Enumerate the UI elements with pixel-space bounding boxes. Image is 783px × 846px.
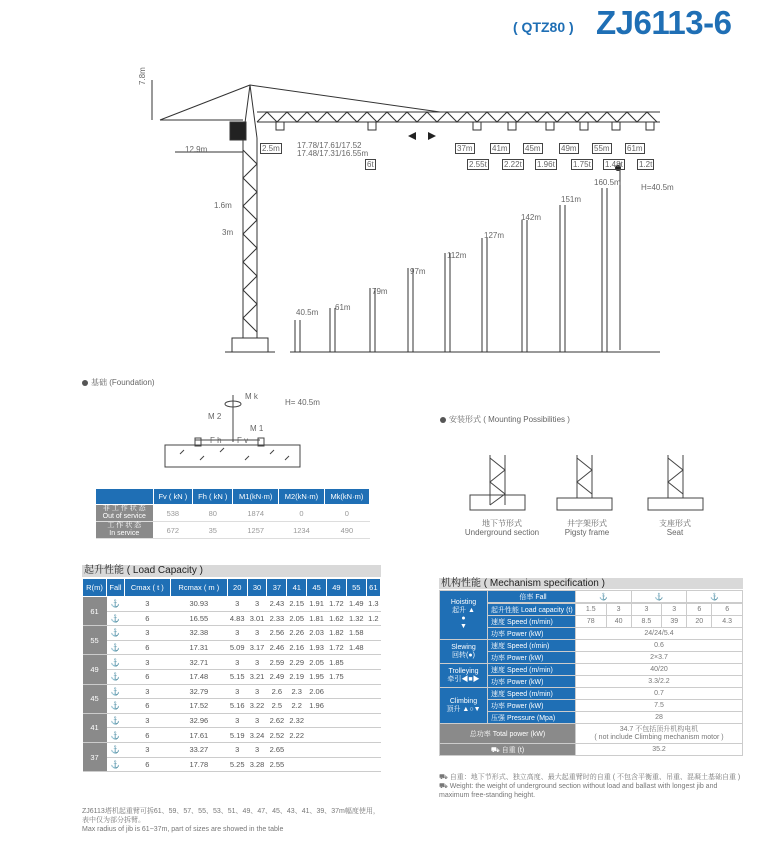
table-row [83, 597, 381, 612]
cell [366, 684, 380, 699]
cell: 17.31 [170, 640, 227, 655]
cell: 3.01 [247, 611, 267, 626]
col-header: 20 [227, 579, 247, 597]
cell: 8.5 [631, 616, 662, 628]
cell: 3 [124, 597, 170, 612]
table-row [96, 522, 370, 539]
cell: 17.78 [170, 757, 227, 772]
fall-icon: ⚓ [107, 669, 125, 684]
cell [366, 699, 380, 714]
col-header: 49 [327, 579, 347, 597]
cell: 1.3 [366, 597, 380, 612]
cell: 2.32 [287, 713, 307, 728]
cell: 32.71 [170, 655, 227, 670]
dim-width-label: 12.9m [185, 145, 208, 154]
mounting-diagrams [465, 450, 715, 515]
row-label: 工 作 状 态 In service [96, 522, 154, 539]
height-bar-label: 160.5m [594, 178, 621, 187]
col-header: 61 [366, 579, 380, 597]
weight-label: ⛟ 自重 (t) [440, 744, 576, 756]
radius-label: 49m [561, 144, 577, 153]
cell: 1.91 [307, 597, 327, 612]
cell: 2.26 [287, 626, 307, 641]
load-label: 起升性能 Load capacity (t) [488, 604, 576, 616]
radius-label [297, 142, 368, 158]
cell: 3 [247, 713, 267, 728]
cell: 17.52 [170, 699, 227, 714]
dim-section-label: 3m [222, 228, 234, 237]
cell: 2.3 [287, 684, 307, 699]
cell [366, 713, 380, 728]
fall-icon: ⚓ [107, 713, 125, 728]
cell: 32.38 [170, 626, 227, 641]
climbing-label: Climbing 顶升 ▲○▼ [440, 688, 488, 724]
cell: 3.22 [247, 699, 267, 714]
cell: 5.15 [227, 669, 247, 684]
cell [346, 757, 366, 772]
fall-icon: ⚓ [107, 757, 125, 772]
cell: 2.5 [267, 699, 287, 714]
cell [366, 669, 380, 684]
dim-span-label: 1.6m [214, 201, 232, 210]
cell: 5.19 [227, 728, 247, 743]
cell: 3 [124, 684, 170, 699]
cell: 3 [247, 655, 267, 670]
cell: 0 [279, 505, 325, 522]
load-6t-label: 6t [367, 160, 374, 169]
row-label: 非 工 作 状 态 Out of service [96, 505, 154, 522]
table-row [83, 713, 381, 728]
height-bar-label: 151m [561, 195, 582, 204]
mount-pigsty: 井字架形式 Pigsty frame [564, 519, 610, 537]
fall-icon: ⚓ [107, 626, 125, 641]
cell [327, 713, 347, 728]
weight-value: 35.2 [576, 744, 743, 756]
cell: 2.2 [287, 699, 307, 714]
cell: 2.22 [287, 728, 307, 743]
cell: 6 [124, 699, 170, 714]
cell: 3 [247, 597, 267, 612]
fall-icon: ⚓ [107, 728, 125, 743]
hoisting-label: Hoisting 起升 ▲ ● ▼ [440, 591, 488, 640]
cell: 6 [712, 604, 743, 616]
cell: 2×3.7 [576, 652, 743, 664]
cell: 1.72 [327, 640, 347, 655]
cell [287, 757, 307, 772]
crane-diagram [140, 60, 660, 365]
mechanism-title: 机构性能 ( Mechanism specification ) [439, 578, 743, 589]
cell: 5.09 [227, 640, 247, 655]
fall-6-icon: ⚓ [687, 591, 743, 603]
radius-cell: 41 [83, 713, 107, 742]
cell [327, 684, 347, 699]
cell: 2.43 [267, 597, 287, 612]
fall-icon: ⚓ [107, 655, 125, 670]
cell: 20 [687, 616, 712, 628]
cell: 0 [324, 505, 369, 522]
col-header: 55 [346, 579, 366, 597]
cell: 1.72 [327, 597, 347, 612]
cell [307, 742, 327, 757]
cell: 3 [124, 742, 170, 757]
cell: 3 [124, 713, 170, 728]
mounting-label [440, 414, 570, 425]
h-label: H= 40.5m [285, 398, 320, 407]
cell [366, 757, 380, 772]
cell: 32.79 [170, 684, 227, 699]
cell: 6 [124, 669, 170, 684]
radius-label: 45m [525, 144, 541, 153]
table-row [83, 742, 381, 757]
cell [346, 684, 366, 699]
height-bar-label: 79m [372, 287, 388, 296]
radius-label: 37m [457, 144, 473, 153]
fall-icon: ⚓ [107, 640, 125, 655]
load-capacity-title: 起升性能 ( Load Capacity ) [82, 565, 381, 577]
foundation-label-text: 基础 (Foundation) [91, 378, 155, 387]
cell: 538 [153, 505, 193, 522]
height-bar-label: 40.5m [296, 308, 319, 317]
cell: 40/20 [576, 664, 743, 676]
cell: 3.28 [247, 757, 267, 772]
table-row [83, 757, 381, 772]
cell: 2.16 [287, 640, 307, 655]
cell [307, 728, 327, 743]
cell: 78 [576, 616, 607, 628]
cell: 3 [227, 597, 247, 612]
cell: 1.96 [307, 699, 327, 714]
cell: 33.27 [170, 742, 227, 757]
cell: 2.55 [267, 757, 287, 772]
cell [307, 713, 327, 728]
load-capacity-table [82, 578, 381, 772]
cell [346, 728, 366, 743]
table-row [83, 669, 381, 684]
foundation-label [82, 377, 155, 388]
mechanism-table [439, 590, 743, 756]
cell [366, 728, 380, 743]
cell [366, 626, 380, 641]
mechanism-note [439, 773, 743, 800]
cell: 672 [153, 522, 193, 539]
table-row [96, 505, 370, 522]
cell: 2.52 [267, 728, 287, 743]
cell: 7.5 [576, 700, 743, 712]
pressure-label: 压强 Pressure (Mpa) [488, 712, 576, 724]
cell: 3 [227, 655, 247, 670]
col-header: 30 [247, 579, 267, 597]
fv-label: F v [237, 436, 249, 445]
cell: 1234 [279, 522, 325, 539]
col-header: Rcmax ( m ) [170, 579, 227, 597]
cell: 3.24 [247, 728, 267, 743]
cell: 6 [124, 640, 170, 655]
table-row [83, 655, 381, 670]
fh-label: F h [210, 436, 222, 445]
cell [366, 742, 380, 757]
cell: 1.49 [346, 597, 366, 612]
cell [327, 742, 347, 757]
cell: 2.6 [267, 684, 287, 699]
height-bar-label: 61m [335, 303, 351, 312]
fall-icon: ⚓ [107, 699, 125, 714]
cell: 6 [124, 757, 170, 772]
cell: 2.33 [267, 611, 287, 626]
col-header: Cmax ( t ) [124, 579, 170, 597]
total-power-label: 总功率 Total power (kW) [440, 724, 576, 744]
cell: 3.3/2.2 [576, 676, 743, 688]
radius-label-line: 17.48/17.31/16.55m [297, 149, 369, 158]
cell: 6 [124, 728, 170, 743]
cell: 3.21 [247, 669, 267, 684]
cell: 24/24/5.4 [576, 628, 743, 640]
col-header [96, 489, 154, 505]
cell [327, 728, 347, 743]
cell: 1.93 [307, 640, 327, 655]
tip-load: 1.48t [605, 160, 623, 169]
col-header: 37 [267, 579, 287, 597]
cell: 1.82 [327, 626, 347, 641]
fall-icon: ⚓ [107, 597, 125, 612]
cell: 2.19 [287, 669, 307, 684]
cell: 3 [247, 742, 267, 757]
radius-label: 2.5m [262, 144, 280, 153]
cell: 1.95 [307, 669, 327, 684]
cell: 4.3 [712, 616, 743, 628]
speed-label: 速度 Speed (r/min) [488, 640, 576, 652]
col-header: Fall [107, 579, 125, 597]
power-label: 功率 Power (kW) [488, 652, 576, 664]
radius-cell: 37 [83, 742, 107, 771]
cell: 2.46 [267, 640, 287, 655]
cell [346, 655, 366, 670]
cell: 3 [227, 684, 247, 699]
cell: 30.93 [170, 597, 227, 612]
cell [366, 655, 380, 670]
fall-2-icon: ⚓ [576, 591, 632, 603]
cell: 17.61 [170, 728, 227, 743]
cell: 80 [193, 505, 233, 522]
cell: 2.59 [267, 655, 287, 670]
cell: 2.06 [307, 684, 327, 699]
cell: 1.62 [327, 611, 347, 626]
trolleying-label: Trolleying 牵引◀■▶ [440, 664, 488, 688]
cell: 1.2 [366, 611, 380, 626]
col-header: M2(kN·m) [279, 489, 325, 505]
power-label: 功率 Power (kW) [488, 628, 576, 640]
note-cn: 自重：地下节形式、独立高度、最大起重臂时的自重 ( 不包含平衡重、吊重、混凝土基础自重 ) [449, 774, 741, 781]
bullet-icon [82, 380, 88, 386]
cell: 3 [124, 655, 170, 670]
fall-icon: ⚓ [107, 684, 125, 699]
speed-label: 速度 Speed (m/min) [488, 688, 576, 700]
cell: 2.15 [287, 597, 307, 612]
cell: 32.96 [170, 713, 227, 728]
mount-seat: 支座形式 Seat [659, 519, 691, 537]
cell: 1.48 [346, 640, 366, 655]
col-header: M1(kN·m) [233, 489, 279, 505]
cell: 5.16 [227, 699, 247, 714]
cell: 6 [687, 604, 712, 616]
height-bar-label: 142m [521, 213, 542, 222]
note-en: Weight: the weight of underground section without load and ballast with longest jib and maximum free-standing height. [439, 783, 718, 799]
cell: 0.7 [576, 688, 743, 700]
radius-cell: 45 [83, 684, 107, 713]
dim-height-label: 7.8m [138, 67, 147, 85]
table-row [83, 611, 381, 626]
cell: 1.75 [327, 669, 347, 684]
fall-icon: ⚓ [107, 742, 125, 757]
cell: 2.62 [267, 713, 287, 728]
cell: 3 [247, 626, 267, 641]
tip-load: 1.2t [639, 160, 653, 169]
cell: 6 [124, 611, 170, 626]
cell [307, 757, 327, 772]
cell: 1.5 [576, 604, 607, 616]
tip-load: 2.55t [469, 160, 487, 169]
mounting-label-text: 安装形式 ( Mounting Possibilities ) [449, 415, 570, 424]
cell: 3 [606, 604, 631, 616]
m1-label: M 1 [250, 424, 264, 433]
cell: 3 [662, 604, 687, 616]
cell: 1.81 [307, 611, 327, 626]
table-row [83, 626, 381, 641]
col-header: R(m) [83, 579, 107, 597]
col-header: Fv ( kN ) [153, 489, 193, 505]
table-row [83, 684, 381, 699]
radius-label-line: 17.78/17.61/17.52 [297, 141, 362, 150]
cell: 2.29 [287, 655, 307, 670]
radius-cell: 49 [83, 655, 107, 684]
m2-label: M 2 [208, 412, 222, 421]
cell: 1.32 [346, 611, 366, 626]
cell: 3 [247, 684, 267, 699]
radius-cell: 61 [83, 597, 107, 626]
load-capacity-note: ZJ6113塔机起重臂可拆61、59、57、55、53、51、49、47、45、43、41、39、37m幅度使用，表中仅为部分拆臂。 Max radius of jib is 61~37m, part of sizes are showed in the table [82, 808, 380, 833]
cell: 16.55 [170, 611, 227, 626]
col-header: 41 [287, 579, 307, 597]
radius-label: 61m [627, 144, 643, 153]
fall-label: 倍率 Fall [488, 591, 576, 603]
cell: 35 [193, 522, 233, 539]
col-header: 45 [307, 579, 327, 597]
cell: 1.85 [327, 655, 347, 670]
cell: 40 [606, 616, 631, 628]
mk-label: M k [245, 392, 258, 401]
cell: 2.05 [287, 611, 307, 626]
cell: 5.25 [227, 757, 247, 772]
table-row [83, 699, 381, 714]
slewing-label: Slewing 回转(●) [440, 640, 488, 664]
cell [287, 742, 307, 757]
cell: 2.05 [307, 655, 327, 670]
height-bar-label: 112m [447, 251, 467, 260]
cell: 3 [124, 626, 170, 641]
weight-icon: ⛟ [439, 783, 450, 790]
cell [346, 699, 366, 714]
table-row [83, 640, 381, 655]
height-bar-label: 97m [410, 267, 426, 276]
cell: 28 [576, 712, 743, 724]
radius-label: 55m [594, 144, 610, 153]
cell [327, 757, 347, 772]
table-row [83, 728, 381, 743]
cell [366, 640, 380, 655]
tip-load: 1.75t [573, 160, 591, 169]
bullet-icon [440, 417, 446, 423]
cell [346, 713, 366, 728]
weight-icon: ⛟ [490, 746, 500, 754]
model-code: ( QTZ80 ) [513, 19, 574, 35]
weight-icon: ⛟ [439, 774, 450, 781]
cell: 3 [227, 742, 247, 757]
fall-icon: ⚓ [107, 611, 125, 626]
cell: 3.17 [247, 640, 267, 655]
cell: 2.49 [267, 669, 287, 684]
power-label: 功率 Power (kW) [488, 700, 576, 712]
mount-underground: 地下节形式 Underground section [464, 519, 540, 537]
cell: 3 [631, 604, 662, 616]
radius-label: 41m [492, 144, 508, 153]
cell: 4.83 [227, 611, 247, 626]
cell: 3 [227, 713, 247, 728]
cell: 2.56 [267, 626, 287, 641]
cell [327, 699, 347, 714]
power-label: 功率 Power (kW) [488, 676, 576, 688]
cell [346, 669, 366, 684]
fall-4-icon: ⚓ [631, 591, 687, 603]
cell [346, 742, 366, 757]
cell: 1874 [233, 505, 279, 522]
page-title: ZJ6113-6 [596, 4, 732, 41]
cell: 1.58 [346, 626, 366, 641]
height-bar-label: 127m [484, 231, 505, 240]
cell: 17.48 [170, 669, 227, 684]
total-power-value: 34.7 不包括顶升机构电机 ( not include Climbing mechanism motor ) [576, 724, 743, 744]
cell: 2.03 [307, 626, 327, 641]
foundation-table [95, 488, 370, 539]
col-header: Mk(kN·m) [324, 489, 369, 505]
cell: 1257 [233, 522, 279, 539]
radius-cell: 55 [83, 626, 107, 655]
cell: 0.6 [576, 640, 743, 652]
cell: 3 [227, 626, 247, 641]
col-header: Fh ( kN ) [193, 489, 233, 505]
cell: 2.65 [267, 742, 287, 757]
speed-label: 速度 Speed (m/min) [488, 664, 576, 676]
cell: 490 [324, 522, 369, 539]
cell: 39 [662, 616, 687, 628]
h405-label: H=40.5m [641, 183, 674, 192]
tip-load: 1.96t [537, 160, 555, 169]
speed-label: 速度 Speed (m/min) [488, 616, 576, 628]
tip-load: 2.22t [504, 160, 522, 169]
